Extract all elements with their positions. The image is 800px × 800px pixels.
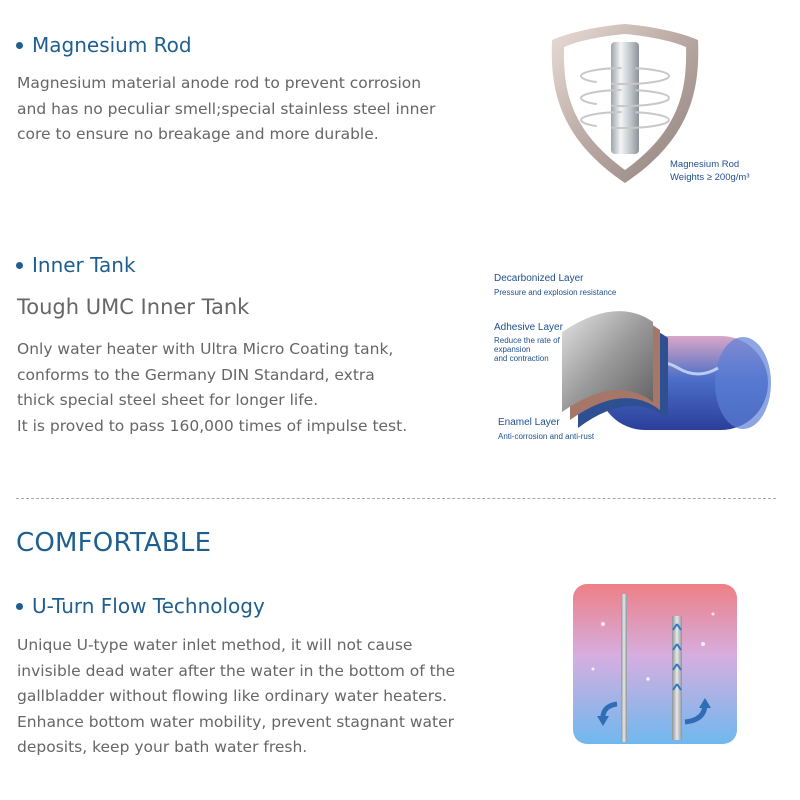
u-turn-line-4: Enhance bottom water mobility, prevent stagnant water: [17, 712, 455, 731]
layer-enamel-label: Enamel Layer: [498, 417, 560, 428]
inner-tank-line-2: conforms to the Germany DIN Standard, extra: [17, 365, 375, 384]
magnesium-line-3: core to ensure no breakage and more durable.: [17, 125, 379, 143]
u-turn-flow-description: [17, 633, 455, 761]
comfortable-heading: COMFORTABLE: [16, 528, 212, 558]
layer-adhesive-sub-1: Reduce the rate of: [494, 336, 560, 345]
u-turn-line-5: deposits, keep your bath water fresh.: [17, 738, 308, 756]
magnesium-caption-name: Magnesium Rod: [670, 159, 740, 170]
magnesium-rod-title-text: Magnesium Rod: [32, 33, 192, 57]
inner-tank-title-text: Inner Tank: [32, 253, 136, 277]
layer-enamel-sub: Anti-corrosion and anti-rust: [498, 432, 595, 441]
u-turn-line-1: Unique U-type water inlet method, it will not cause: [17, 636, 413, 654]
u-turn-line-2: invisible dead water after the water in the bottom of the: [17, 661, 456, 680]
shield-rod-illustration: [540, 18, 760, 193]
u-turn-flow-title-text: U-Turn Flow Technology: [32, 594, 265, 618]
u-turn-line-3: gallbladder without flowing like ordinary water heaters.: [17, 687, 448, 705]
inner-tank-line-4: It is proved to pass 160,000 times of impulse test.: [17, 416, 408, 435]
layer-adhesive-label: Adhesive Layer: [494, 322, 563, 333]
layer-adhesive-sub-2: expansion: [494, 345, 531, 354]
magnesium-rod-description: [17, 71, 435, 148]
inner-tank-subtitle: Tough UMC Inner Tank: [17, 295, 250, 319]
layer-adhesive-sub-3: and contraction: [494, 354, 549, 363]
bullet-dot-icon: [16, 42, 23, 49]
u-turn-flow-illustration: [573, 584, 737, 744]
inner-tank-line-3: thick special steel sheet for longer life.: [17, 391, 319, 409]
magnesium-caption-weight: Weights ≥ 200g/m³: [670, 172, 750, 183]
bullet-dot-icon: [16, 262, 23, 269]
layer-decarbonized-label: Decarbonized Layer: [494, 273, 584, 284]
inner-tank-description: [17, 337, 407, 439]
tank-layers-illustration: [488, 268, 788, 448]
magnesium-line-1: Magnesium material anode rod to prevent corrosion: [17, 74, 422, 92]
section-divider: [16, 498, 776, 499]
magnesium-rod-title: [16, 33, 192, 57]
layer-decarbonized-sub: Pressure and explosion resistance: [494, 288, 617, 297]
u-turn-flow-title: [16, 594, 265, 618]
inner-tank-line-1: Only water heater with Ultra Micro Coating tank,: [17, 340, 394, 358]
inner-tank-title: [16, 253, 136, 277]
magnesium-line-2: and has no peculiar smell;special stainless steel inner: [17, 99, 436, 118]
bullet-dot-icon: [16, 603, 23, 610]
